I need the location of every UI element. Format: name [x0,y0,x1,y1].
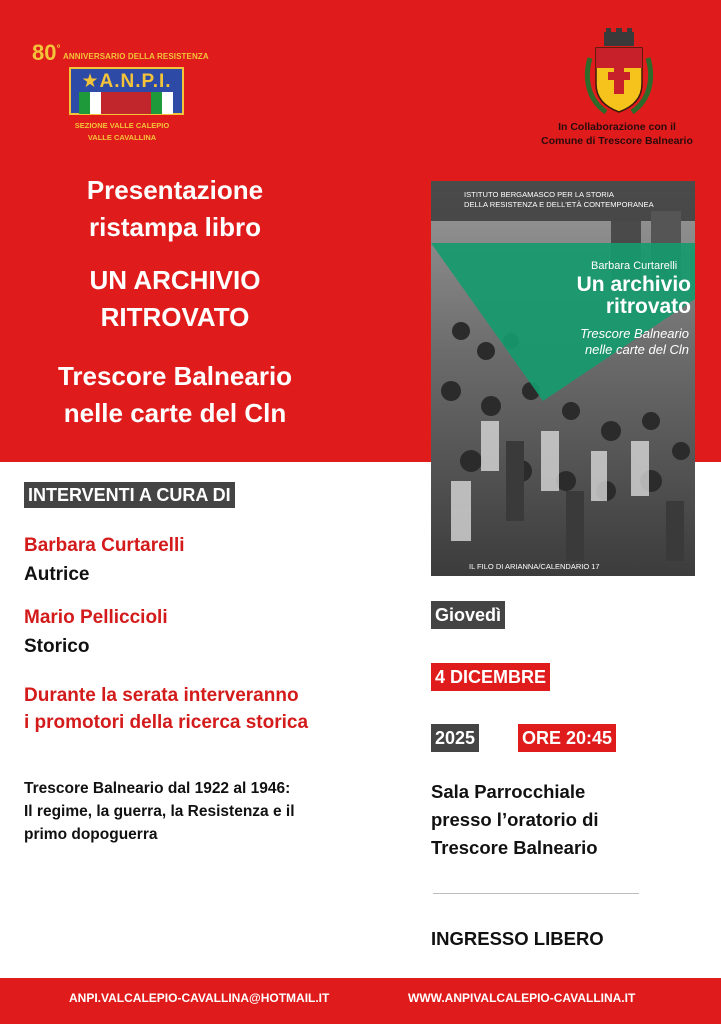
anpi-section: SEZIONE VALLE CALEPIO VALLE CAVALLINA [74,121,170,142]
flag-stripe-red-center [101,92,151,114]
anniversary-text: ANNIVERSARIO DELLA RESISTENZA [63,52,209,61]
event-year: 2025 [431,724,479,752]
book-title: UN ARCHIVIO RITROVATO [89,265,261,332]
cover-subtitle: Trescore Balneario nelle carte del Cln [580,326,689,357]
anpi-logo [26,30,209,150]
website-link[interactable]: WWW.ANPIVALCALEPIO-CAVALLINA.IT [408,991,636,1005]
flag-stripe-green-right [151,92,162,114]
star-icon: ★ [81,71,100,92]
contact-email[interactable]: ANPI.VALCALEPIO-CAVALLINA@HOTMAIL.IT [69,991,330,1005]
crowd-photo [431,181,695,576]
event-day: Giovedì [431,601,505,629]
speaker-role: Storico [24,636,90,657]
cover-series: IL FILO DI ARIANNA/CALENDARIO 17 [469,562,600,571]
history-description: Trescore Balneario dal 1922 al 1946: Il regime, la guerra, la Resistenza e il primo dopoguerra [24,780,295,843]
flag-stripe-green [79,92,90,114]
event-time: ORE 20:45 [518,724,616,752]
book-cover [431,181,695,576]
book-subtitle: Trescore Balneario nelle carte del Cln [57,361,293,428]
presentation-title: Presentazione ristampa libro [86,175,264,242]
promoters-note: Durante la serata interveranno i promotori della ricerca storica [24,685,309,733]
anpi-badge [69,67,184,115]
divider [433,893,639,894]
flag-stripe-white-right [162,92,173,114]
municipality-crest-icon [578,28,660,120]
speakers-label: INTERVENTI A CURA DI [24,482,235,508]
cover-author: Barbara Curtarelli [591,260,678,272]
cover-title: Un archivio ritrovato [576,273,691,318]
anniversary-number: 80° [32,40,61,65]
free-entry: INGRESSO LIBERO [431,928,604,949]
speaker-name: Mario Pelliccioli [24,607,168,628]
anpi-letters: ★A.N.P.I. [81,71,172,92]
event-date: 4 DICEMBRE [431,663,550,691]
flag-stripe-white [90,92,101,114]
speaker-name: Barbara Curtarelli [24,535,185,556]
event-venue: Sala Parrocchiale presso l’oratorio di Trescore Balneario [431,781,599,858]
collaboration-text: In Collaborazione con il Comune di Trescore Balneario [541,121,693,147]
cover-institute: ISTITUTO BERGAMASCO PER LA STORIA DELLA RESISTENZA E DELL'ETÀ CONTEMPORANEA [464,190,654,209]
speaker-role: Autrice [24,564,90,585]
